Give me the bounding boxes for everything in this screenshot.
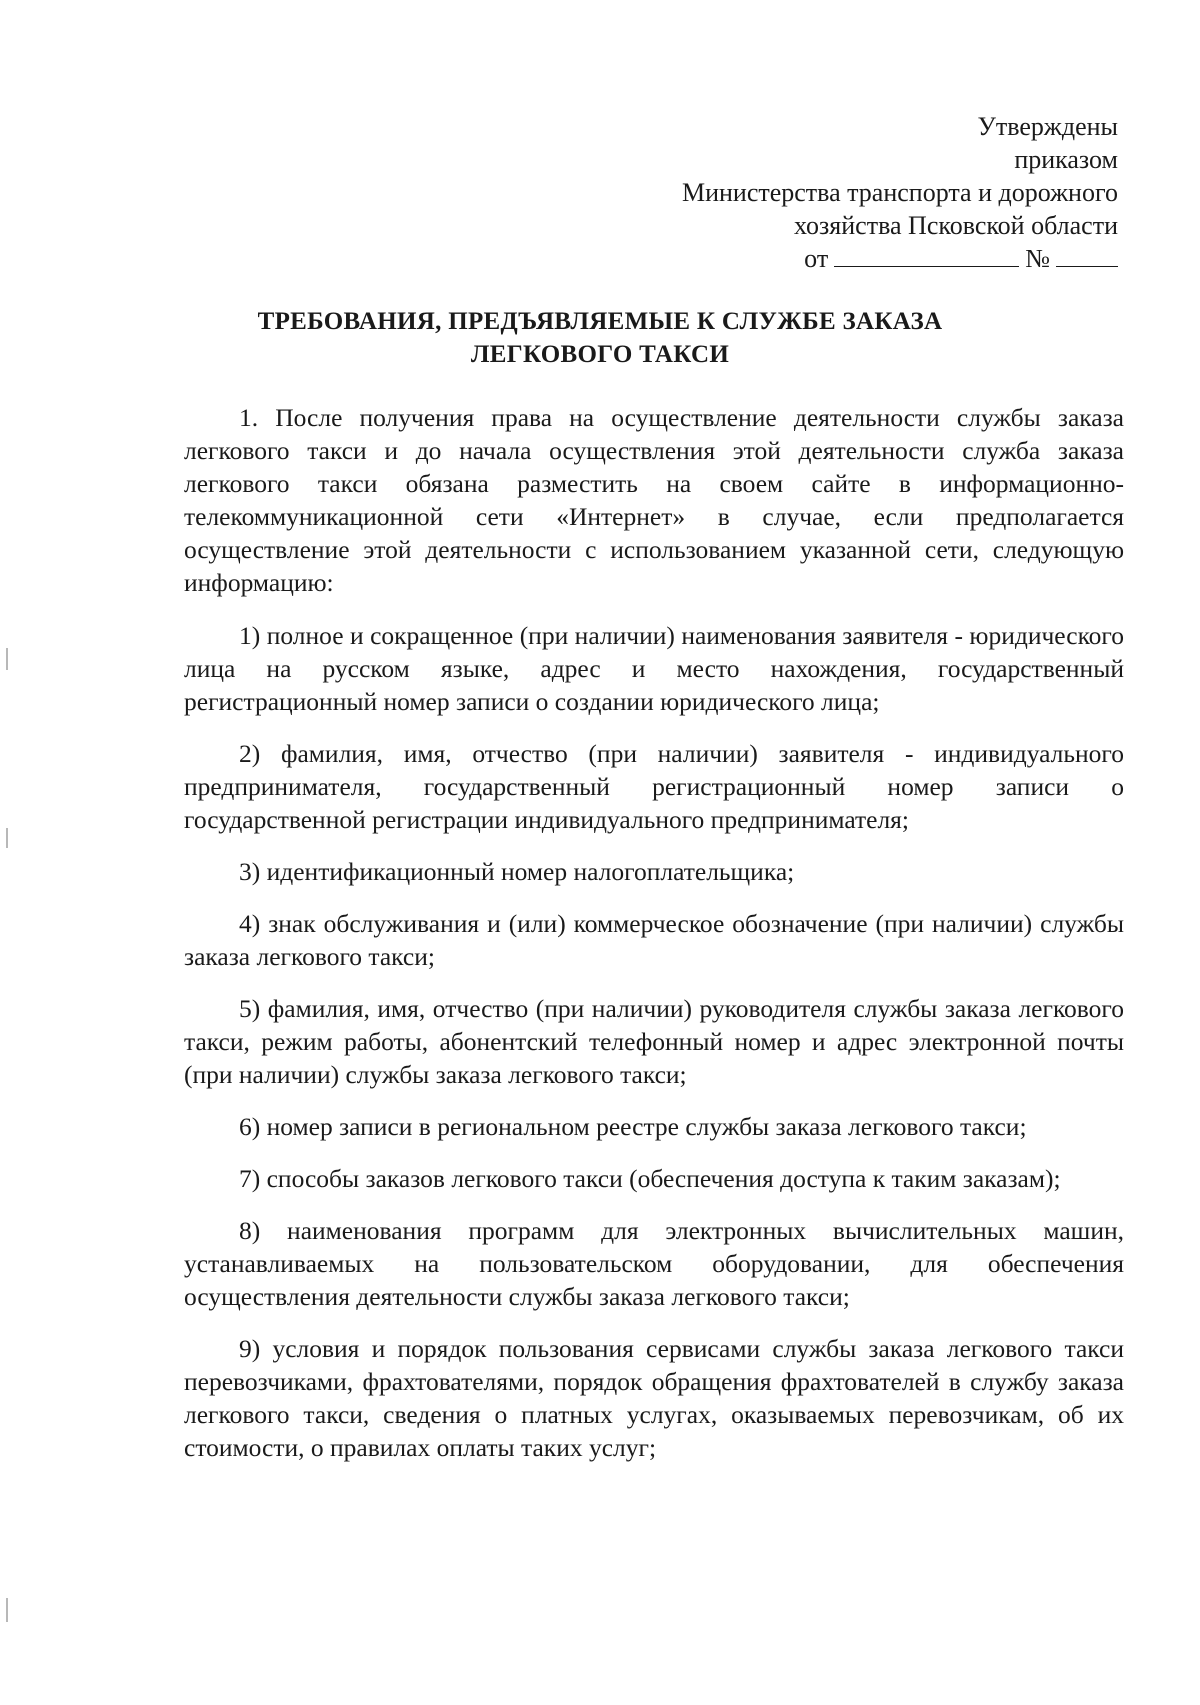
- approval-line-order: приказом: [1014, 145, 1118, 174]
- list-item-5: 5) фамилия, имя, отчество (при наличии) руководителя службы заказа легкового такси, режим работы, абонентский телефонный номер и адрес электронной почты (при наличии) службы заказа легкового такси;: [184, 994, 1124, 1089]
- paragraph-1: 1. После получения права на осуществление деятельности службы заказа легкового такси и до начала осуществления этой деятельности служба заказа легкового такси обязана разместить на своем сайте в информационно-телекоммуникационной сети «Интернет» в случае, если предполагается осуществление этой деятельности с использованием указанной сети, следующую информацию:: [184, 403, 1124, 597]
- list-item-3: 3) идентификационный номер налогоплательщика;: [239, 857, 795, 886]
- scan-mark: [6, 1598, 8, 1622]
- scan-mark: [6, 648, 8, 670]
- list-item-4: 4) знак обслуживания и (или) коммерческое обозначение (при наличии) службы заказа легкового такси;: [184, 909, 1124, 971]
- approval-line-region: хозяйства Псковской области: [794, 211, 1118, 240]
- approval-line-ministry: Министерства транспорта и дорожного: [681, 178, 1118, 207]
- date-prefix: от: [804, 244, 829, 273]
- document-body: [184, 401, 1124, 1483]
- list-item-2: 2) фамилия, имя, отчество (при наличии) заявителя - индивидуального предпринимателя, государственный регистрационный номер записи о государственной регистрации индивидуального предпринимателя;: [184, 739, 1124, 834]
- list-item-1: 1) полное и сокращенное (при наличии) наименования заявителя - юридического лица на русском языке, адрес и место нахождения, государственный регистрационный номер записи о создании юридического лица;: [184, 621, 1124, 716]
- number-blank-field: [1056, 244, 1118, 267]
- title-line-2: ЛЕГКОВОГО ТАКСИ: [470, 341, 730, 368]
- approval-line-approved: Утверждены: [977, 112, 1118, 141]
- number-sign: №: [1025, 244, 1050, 273]
- title-line-1: ТРЕБОВАНИЯ, ПРЕДЪЯВЛЯЕМЫЕ К СЛУЖБЕ ЗАКАЗА: [257, 308, 943, 335]
- list-item-9: 9) условия и порядок пользования сервисами службы заказа легкового такси перевозчиками, фрахтователями, порядок обращения фрахтователей в службу заказа легкового такси, сведения о платных услугах, оказываемых перевозчикам, об их стоимости, о правилах оплаты таких услуг;: [184, 1334, 1124, 1462]
- list-item-6: 6) номер записи в региональном реестре службы заказа легкового такси;: [239, 1112, 1027, 1141]
- approval-block: [682, 110, 1118, 275]
- list-item-8: 8) наименования программ для электронных вычислительных машин, устанавливаемых на пользовательском оборудовании, для обеспечения осуществления деятельности службы заказа легкового такси;: [184, 1216, 1124, 1311]
- date-blank-field: [834, 244, 1019, 267]
- list-item-7: 7) способы заказов легкового такси (обеспечения доступа к таким заказам);: [239, 1164, 1061, 1193]
- document-title: [150, 305, 1050, 371]
- approval-date-line: [682, 242, 1118, 275]
- scan-mark: [6, 828, 8, 848]
